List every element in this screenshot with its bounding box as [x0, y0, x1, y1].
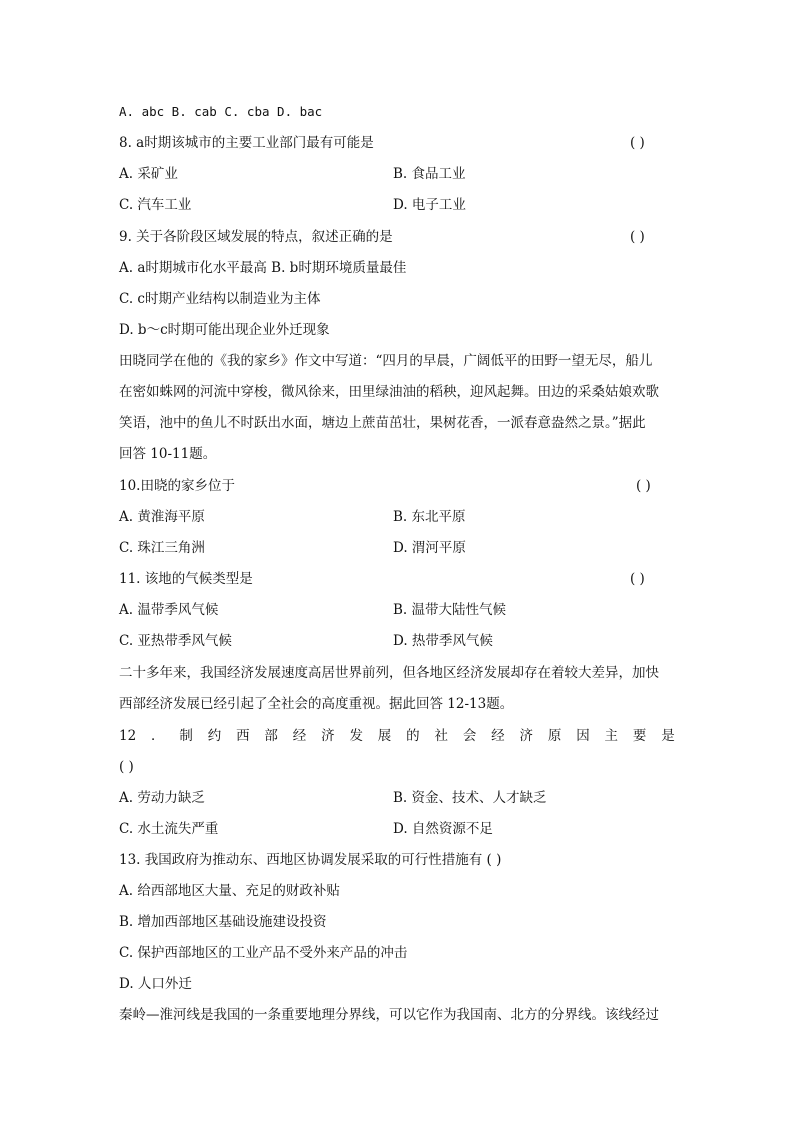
q12-stem	[119, 726, 675, 746]
q9-option-c: C. c时期产业结构以制造业为主体	[119, 291, 321, 307]
q10-answer-bracket: ( )	[636, 478, 651, 494]
q8-option-d: D. 电子工业	[393, 197, 466, 213]
q12-char: 社	[434, 728, 448, 744]
q11-option-d: D. 热带季风气候	[393, 633, 493, 649]
q11-answer-bracket: ( )	[630, 571, 645, 587]
q10-stem: 10.田晓的家乡位于	[119, 478, 235, 494]
q10-option-c: C. 珠江三角洲	[119, 540, 205, 556]
q12-option-c: C. 水土流失严重	[119, 821, 219, 837]
passage3-line-1: 秦岭—淮河线是我国的一条重要地理分界线，可以它作为我国南、北方的分界线。该线经过	[119, 1007, 659, 1023]
q12-char: 约	[207, 728, 222, 744]
q12-char: 济	[519, 728, 533, 744]
q13-stem: 13. 我国政府为推动东、西地区协调发展采取的可行性措施有 ( )	[119, 852, 502, 868]
q13-option-b: B. 增加西部地区基础设施建设投资	[119, 914, 327, 930]
q9-option-ab: A. a时期城市化水平最高 B. b时期环境质量最佳	[119, 260, 407, 276]
q13-option-c: C. 保护西部地区的工业产品不受外来产品的冲击	[119, 945, 408, 961]
q8-answer-bracket: ( )	[630, 135, 645, 151]
q8-stem: 8. a时期该城市的主要工业部门最有可能是	[119, 135, 374, 151]
q12-answer-bracket: ( )	[119, 759, 134, 775]
q10-option-b: B. 东北平原	[393, 509, 466, 525]
q11-option-a: A. 温带季风气候	[119, 602, 219, 618]
q12-char: 部	[264, 728, 278, 744]
q12-char: 制	[179, 728, 193, 744]
q12-option-b: B. 资金、技术、人才缺乏	[393, 790, 547, 806]
passage1-line-1: 田晓同学在他的《我的家乡》作文中写道：“四月的早晨，广阔低平的田野一望无尽，船儿	[119, 353, 653, 369]
q12-char: 原	[547, 728, 562, 744]
q11-option-b: B. 温带大陆性气候	[393, 602, 507, 618]
passage2-line-1: 二十多年来，我国经济发展速度高居世界前列，但各地区经济发展却存在着较大差异，加快	[119, 665, 659, 681]
q11-stem: 11. 该地的气候类型是	[119, 571, 253, 587]
q12-char: 是	[661, 728, 675, 744]
q12-char: 12	[119, 728, 137, 744]
passage1-line-3: 笑语，池中的鱼儿不时跃出水面，塘边上蔗苗茁壮，果树花香，一派春意盎然之景。”据此	[119, 415, 646, 431]
q13-option-a: A. 给西部地区大量、充足的财政补贴	[119, 883, 340, 899]
q9-option-d: D. b～c时期可能出现企业外迁现象	[119, 322, 330, 338]
q8-option-a: A. 采矿业	[119, 166, 178, 182]
q10-option-a: A. 黄淮海平原	[119, 509, 205, 525]
q10-option-d: D. 渭河平原	[393, 540, 466, 556]
passage1-line-2: 在密如蛛网的河流中穿梭，微风徐来，田里绿油油的稻秧，迎风起舞。田边的采桑姑娘欢歌	[119, 384, 659, 400]
q12-option-a: A. 劳动力缺乏	[119, 790, 205, 806]
q12-char: 济	[321, 728, 335, 744]
q12-char: ．	[151, 728, 165, 744]
q9-answer-bracket: ( )	[630, 229, 645, 245]
q7-options: A. abc B. cab C. cba D. bac	[119, 104, 323, 119]
passage2-line-2: 西部经济发展已经引起了全社会的高度重视。据此回答 12-13题。	[119, 696, 514, 712]
q12-option-d: D. 自然资源不足	[393, 821, 493, 837]
q12-char: 经	[292, 728, 307, 744]
q12-char: 展	[377, 728, 392, 744]
q9-stem: 9. 关于各阶段区域发展的特点，叙述正确的是	[119, 229, 393, 245]
q8-option-b: B. 食品工业	[393, 166, 466, 182]
q12-char: 主	[604, 728, 619, 744]
q8-option-c: C. 汽车工业	[119, 197, 192, 213]
q12-char: 西	[236, 728, 250, 744]
q12-char: 要	[632, 728, 647, 744]
q13-option-d: D. 人口外迁	[119, 976, 192, 992]
q12-char: 的	[406, 728, 420, 744]
q12-char: 会	[462, 728, 477, 744]
q12-char: 经	[491, 728, 505, 744]
q12-char: 发	[349, 728, 363, 744]
q11-option-c: C. 亚热带季风气候	[119, 633, 232, 649]
q12-char: 因	[576, 728, 590, 744]
passage1-line-4: 回答 10-11题。	[119, 446, 217, 462]
